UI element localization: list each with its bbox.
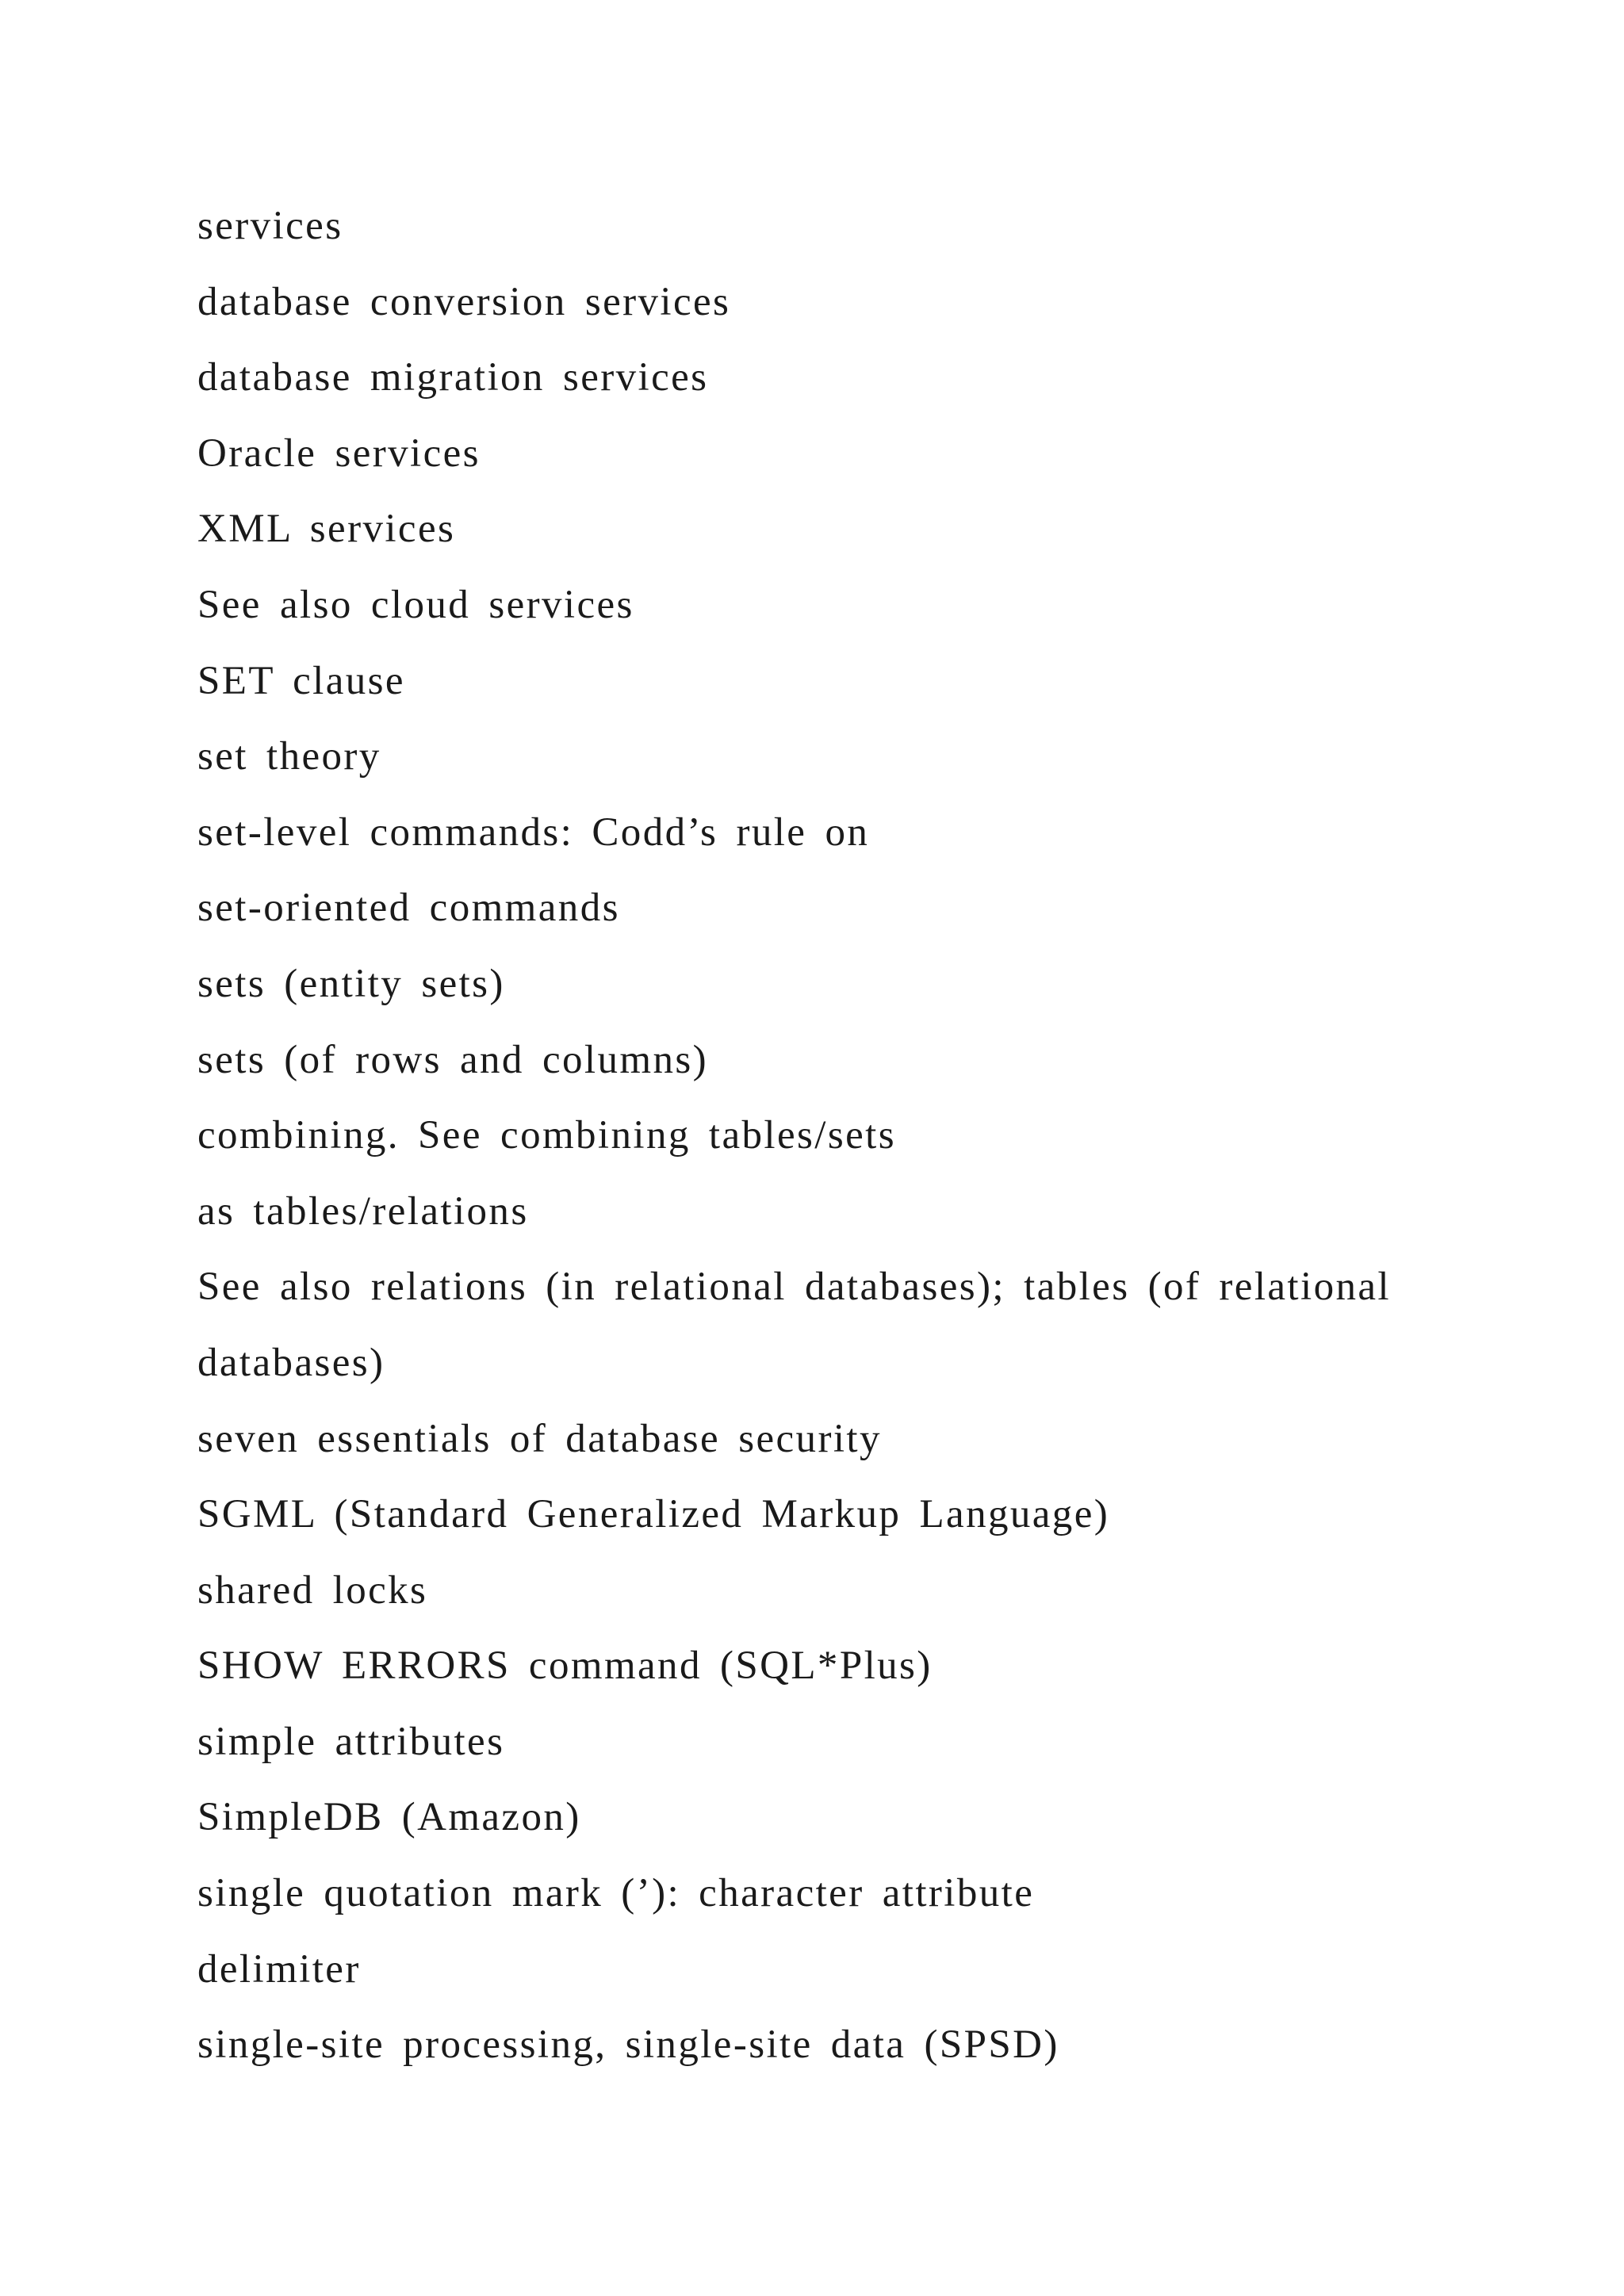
index-entry: single quotation mark (’): character attribute [197,1871,1035,1916]
index-entry: simple attributes [197,1719,505,1764]
index-entry: See also cloud services [197,582,634,627]
index-entry: sets (entity sets) [197,961,505,1006]
index-entry-continuation: delimiter [197,1946,361,1992]
index-entry: services [197,204,343,248]
index-entry-list [197,189,1545,2084]
index-entry-continuation: databases) [197,1340,385,1385]
index-entry: Oracle services [197,430,481,476]
index-entry: set-oriented commands [197,886,620,931]
index-entry: database migration services [197,355,709,400]
index-entry: SGML (Standard Generalized Markup Language) [197,1492,1110,1537]
index-entry: See also relations (in relational databases); tables (of relational [197,1265,1391,1310]
index-entry: SHOW ERRORS command (SQL*Plus) [197,1644,933,1689]
index-entry: database conversion services [197,279,731,324]
index-entry: XML services [197,507,456,552]
index-entry: seven essentials of database security [197,1416,882,1461]
index-entry: single-site processing, single-site data (SPSD) [197,2022,1059,2068]
index-entry: shared locks [197,1567,428,1613]
index-entry: SimpleDB (Amazon) [197,1795,581,1840]
index-entry: sets (of rows and columns) [197,1037,708,1082]
index-entry: set theory [197,734,381,779]
index-entry: combining. See combining tables/sets [197,1113,896,1158]
index-entry: as tables/relations [197,1188,529,1234]
index-entry: SET clause [197,658,405,703]
index-entry: set-level commands: Codd’s rule on [197,809,870,855]
